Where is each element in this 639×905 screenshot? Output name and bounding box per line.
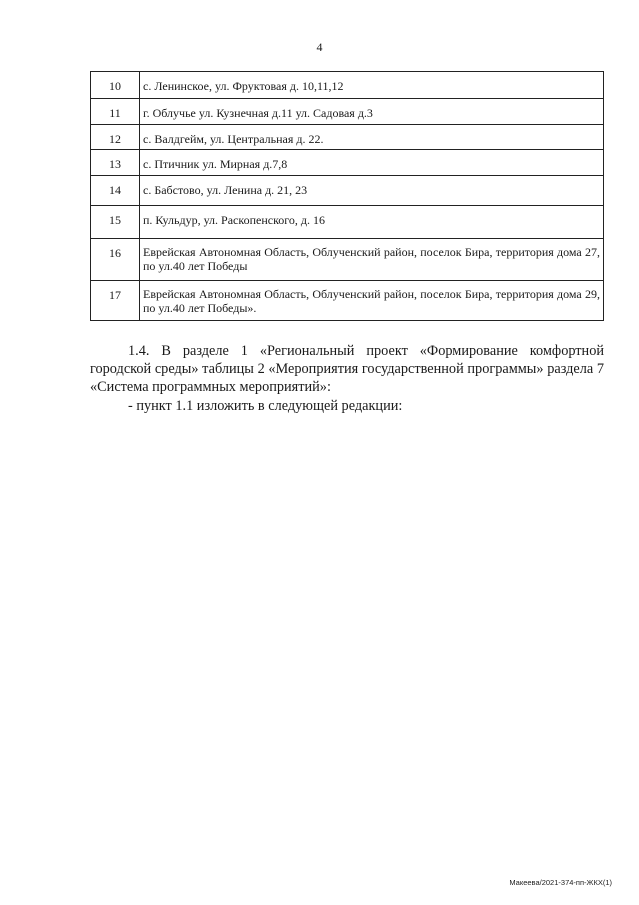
table-row — [91, 125, 604, 150]
table-row — [91, 150, 604, 176]
amendment-instruction: - пункт 1.1 изложить в следующей редакции: — [128, 398, 403, 414]
row-number: 10 — [91, 72, 140, 99]
row-number: 13 — [91, 150, 140, 176]
table-row — [91, 206, 604, 239]
row-address: Еврейская Автономная Область, Облученский район, поселок Бира, территория дома 29, по ул.40 лет Победы». — [140, 281, 604, 321]
page-number: 4 — [316, 40, 323, 54]
table-row — [91, 281, 604, 321]
row-number: 12 — [91, 125, 140, 150]
row-address: с. Ленинское, ул. Фруктовая д. 10,11,12 — [140, 72, 604, 99]
row-address: п. Кульдур, ул. Раскопенского, д. 16 — [140, 206, 604, 239]
amendment-paragraph: 1.4. В разделе 1 «Региональный проект «Формирование комфортной городской среды» таблицы 2 «Мероприятия государственной программы» раздела 7 «Система программных мероприятий»: — [90, 343, 604, 395]
row-address: с. Птичник ул. Мирная д.7,8 — [140, 150, 604, 176]
table-row — [91, 72, 604, 99]
document-code: Макеева/2021-374-пп-ЖКХ(1) — [509, 878, 612, 887]
row-number: 14 — [91, 176, 140, 206]
address-table — [90, 71, 604, 321]
row-address: с. Бабстово, ул. Ленина д. 21, 23 — [140, 176, 604, 206]
row-address: с. Валдгейм, ул. Центральная д. 22. — [140, 125, 604, 150]
table-row — [91, 176, 604, 206]
row-number: 11 — [91, 99, 140, 125]
row-address: Еврейская Автономная Область, Облученский район, поселок Бира, территория дома 27, по ул.40 лет Победы — [140, 239, 604, 281]
row-number: 16 — [91, 239, 140, 281]
row-number: 15 — [91, 206, 140, 239]
row-address: г. Облучье ул. Кузнечная д.11 ул. Садовая д.3 — [140, 99, 604, 125]
table-row — [91, 99, 604, 125]
table-row — [91, 239, 604, 281]
row-number: 17 — [91, 281, 140, 321]
